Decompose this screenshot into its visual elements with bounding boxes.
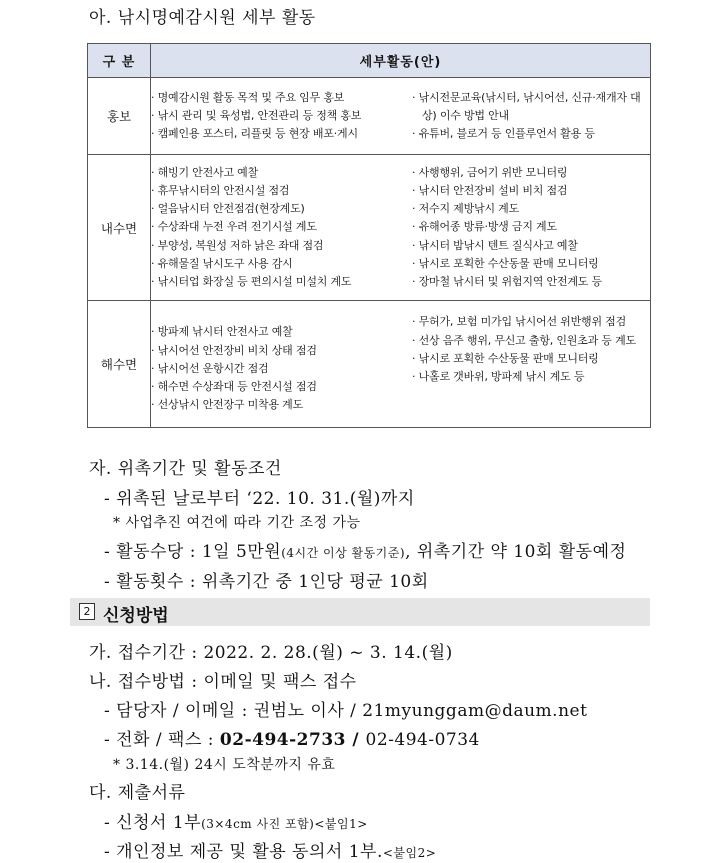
list-item: · 유튜버, 블로거 등 인플루언서 활용 등	[412, 127, 595, 141]
list-item: · 선상낚시 안전장구 미착용 계도	[151, 398, 304, 412]
list-item: · 낚시전문교육(낚시터, 낚시어선, 신규·재개자 대상) 이수 방법 안내	[412, 90, 641, 122]
list-item: · 얼음낚시터 안전점검(현장계도)	[151, 202, 305, 216]
row-category: 내수면	[88, 155, 151, 301]
list-item: · 휴무낚시터의 안전시설 점검	[151, 183, 290, 197]
fax-number: 02-494-0734	[365, 730, 480, 750]
allowance-basis: (4시간 이상 활동기준)	[281, 546, 406, 560]
list-item: · 장마철 낚시터 및 위험지역 안전계도 등	[412, 275, 602, 288]
allowance-plan: , 위촉기간 약 10회 활동예정	[405, 542, 627, 562]
list-item: · 방파제 낚시터 안전사고 예찰	[151, 325, 293, 339]
header-activity: 세부활동(안)	[151, 44, 651, 78]
list-item: · 낚시어선 운항시간 점검	[151, 361, 269, 375]
documents-title: 다. 제출서류	[89, 783, 186, 803]
section-ja-title: 자. 위촉기간 및 활동조건	[89, 459, 282, 479]
table-row	[88, 155, 651, 301]
doc2-note: <붙임2>	[382, 846, 437, 860]
phone-label: - 전화 / 팩스 :	[104, 730, 220, 750]
doc1-note: (3×4cm 사진 포함)<붙임1>	[201, 817, 368, 831]
allowance-text: - 활동수당 : 1일 5만원	[104, 542, 282, 562]
deadline-note: * 3.14.(월) 24시 도착분까지 유효	[113, 757, 336, 773]
contact-line: - 담당자 / 이메일 : 권범노 이사 / 21myunggam@daum.net	[104, 701, 588, 721]
list-item: · 무허가, 보험 미가입 낚시어선 위반행위 점검	[412, 315, 627, 329]
phone-separator: /	[345, 730, 366, 750]
method-title: 나. 접수방법 : 이메일 및 팩스 접수	[89, 672, 357, 692]
activities-table	[87, 43, 651, 428]
list-item: · 사행행위, 금어기 위반 모니터링	[412, 165, 568, 179]
list-item: · 유해어종 방류·방생 금지 계도	[412, 220, 557, 234]
phone-line	[104, 725, 480, 750]
list-item: · 저수지 제방낚시 계도	[412, 202, 520, 216]
list-item: · 선상 음주 행위, 무신고 출항, 인원초과 등 계도	[412, 333, 636, 347]
term-line: - 위촉된 날로부터 ‘22. 10. 31.(월)까지	[104, 489, 415, 509]
row-activities	[151, 301, 651, 428]
list-item: · 유해물질 낚시도구 사용 감시	[151, 256, 293, 270]
doc2-text: - 개인정보 제공 및 활용 동의서 1부.	[104, 842, 383, 862]
section-title: 신청방법	[103, 606, 169, 626]
period-line: 가. 접수기간 : 2022. 2. 28.(월) ~ 3. 14.(월)	[89, 643, 453, 663]
phone-number: 02-494-2733	[219, 730, 346, 750]
term-note: * 사업추진 여건에 따라 기간 조정 가능	[113, 515, 361, 531]
section-number: 2	[79, 603, 95, 620]
list-item: · 낚시 관리 및 육성법, 안전관리 등 정책 홍보	[151, 108, 362, 122]
row-activities	[151, 155, 651, 301]
row-category: 홍보	[88, 78, 151, 155]
list-item: · 낚시터업 화장실 등 편의시설 미설치 계도	[151, 275, 352, 288]
document-item	[104, 837, 436, 862]
list-item: · 낚시터 안전장비 설비 비치 점검	[412, 183, 568, 197]
list-item: · 명예감시원 활동 목적 및 주요 임무 홍보	[151, 90, 345, 104]
section-a-title: 아. 낚시명예감시원 세부 활동	[89, 8, 316, 28]
row-activities	[151, 78, 651, 155]
document-item	[104, 808, 368, 833]
table-header-row	[88, 44, 651, 78]
list-item: · 캠페인용 포스터, 리플릿 등 현장 배포·게시	[151, 127, 358, 141]
list-item: · 낚시로 포획한 수산동물 판매 모니터링	[412, 351, 599, 365]
list-item: · 낚시로 포획한 수산동물 판매 모니터링	[412, 256, 599, 270]
list-item: · 수상좌대 누전 우려 전기시설 계도	[151, 220, 317, 234]
list-item: · 해빙기 안전사고 예찰	[151, 165, 259, 179]
row-category: 해수면	[88, 301, 151, 428]
table-row	[88, 301, 651, 428]
header-category: 구 분	[88, 44, 151, 78]
list-item: · 낚시터 밤낚시 텐트 질식사고 예찰	[412, 238, 578, 252]
list-item: · 낚시어선 안전장비 비치 상태 점검	[151, 343, 317, 357]
allowance-line	[104, 537, 626, 562]
list-item: · 부양성, 복원성 저하 낡은 좌대 점검	[151, 238, 324, 252]
doc1-text: - 신청서 1부	[104, 813, 202, 833]
list-item: · 나홀로 갯바위, 방파제 낚시 계도 등	[412, 370, 585, 384]
list-item: · 해수면 수상좌대 등 안전시설 점검	[151, 380, 317, 394]
table-row	[88, 78, 651, 155]
count-line: - 활동횟수 : 위촉기간 중 1인당 평균 10회	[104, 572, 429, 592]
